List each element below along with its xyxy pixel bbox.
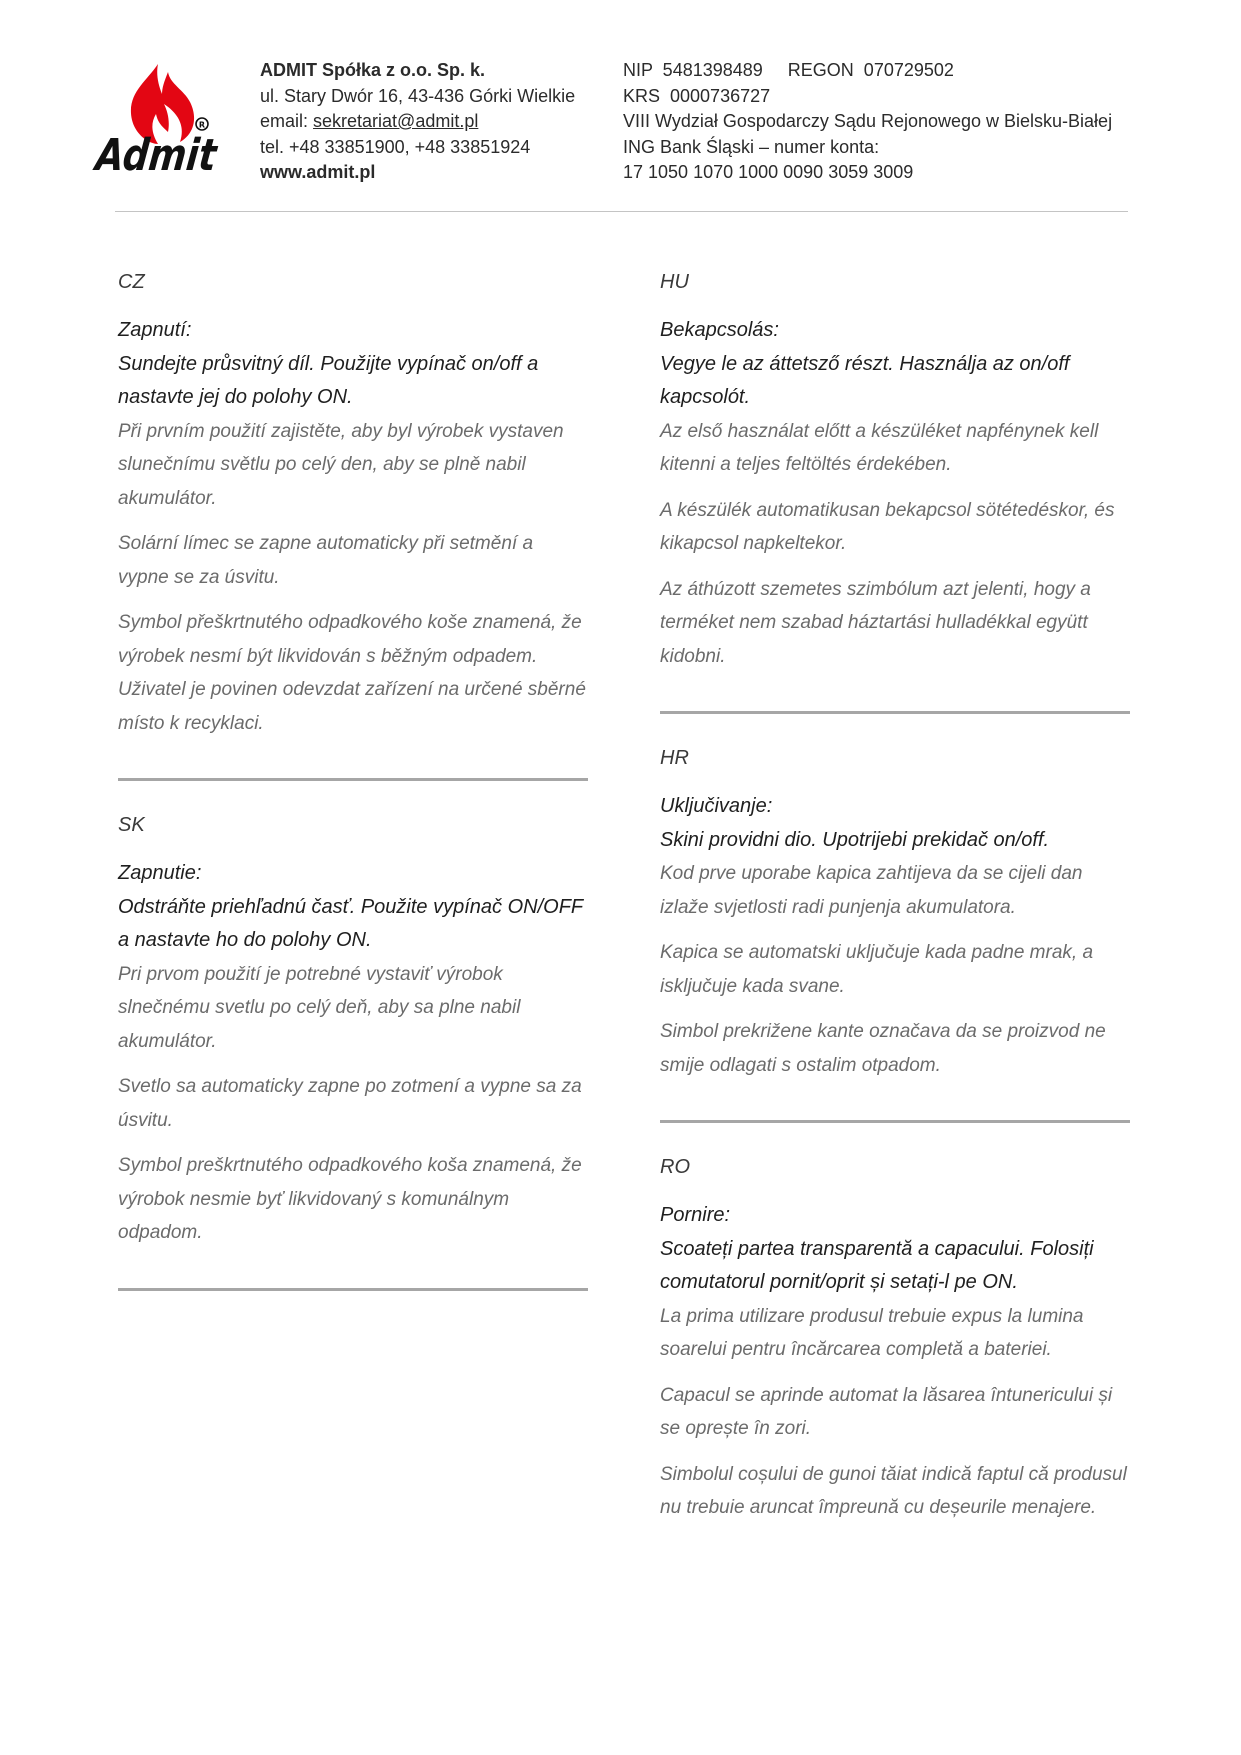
- section-paragraph: Simbol prekrižene kante označava da se proizvod ne smije odlagati s ostalim otpadom.: [660, 1021, 1106, 1076]
- section-paragraph: Az első használat előtt a készüléket napfénynek kell kitenni a teljes feltöltés érdekében.: [660, 420, 1099, 475]
- account-number: 17 1050 1070 1000 0090 3059 3009: [623, 162, 914, 182]
- section-cz: [118, 268, 588, 740]
- company-email-line: [260, 109, 575, 135]
- email-label: email:: [260, 111, 314, 131]
- section-divider: [118, 1288, 588, 1291]
- svg-text:R: R: [198, 120, 206, 130]
- admit-logo: [93, 62, 245, 182]
- nip-regon: NIP 5481398489 REGON 070729502: [623, 60, 954, 80]
- section-paragraph: Při prvním použití zajistěte, aby byl výrobek vystaven slunečnímu světlu po celý den, aby se plně nabil akumulátor.: [118, 420, 564, 509]
- section-divider: [660, 711, 1130, 714]
- section-heading: Zapnutí:: [118, 319, 192, 341]
- section-hu: [660, 268, 1130, 673]
- section-divider: [660, 1120, 1130, 1123]
- logo-wordmark: Admit: [93, 130, 245, 181]
- company-address: ul. Stary Dwór 16, 43-436 Górki Wielkie: [260, 85, 576, 106]
- section-paragraph: Symbol přeškrtnutého odpadkového koše znamená, že výrobek nesmí být likvidován s běžným odpadem. Uživatel je povinen odevzdat zařízení na určené sběrné místo k recyklaci.: [118, 612, 586, 734]
- section-instruction: Vegye le az áttetsző részt. Használja az on/off kapcsolót.: [660, 352, 1070, 408]
- section-paragraph: Simbolul coșului de gunoi tăiat indică faptul că produsul nu trebuie aruncat împreună cu deșeurile menajere.: [660, 1463, 1127, 1518]
- section-instruction: Skini providni dio. Upotrijebi prekidač on/off.: [660, 828, 1050, 851]
- section-hr: [660, 744, 1130, 1082]
- section-paragraph: Pri prvom použití je potrebné vystaviť výrobok slnečnému svetlu po celý deň, aby sa plne nabil akumulátor.: [118, 963, 521, 1052]
- section-paragraph: Symbol preškrtnutého odpadkového koša znamená, že výrobok nesmie byť likvidovaný s komunálnym odpadom.: [118, 1155, 582, 1243]
- company-phone: tel. +48 33851900, +48 33851924: [260, 136, 531, 157]
- section-lang-code: HR: [660, 747, 689, 769]
- section-paragraph: Kapica se automatski uključuje kada padne mrak, a isključuje kada svane.: [660, 942, 1094, 997]
- registry-info: [623, 58, 1112, 186]
- section-lang-code: RO: [660, 1156, 690, 1178]
- section-paragraph: Az áthúzott szemetes szimbólum azt jelenti, hogy a terméket nem szabad háztartási hulladékkal együtt kidobni.: [660, 578, 1091, 667]
- email-link[interactable]: sekretariat@admit.pl: [313, 111, 479, 131]
- section-instruction: Odstráňte priehľadnú časť. Použite vypínač ON/OFF a nastavte ho do polohy ON.: [118, 895, 583, 951]
- krs: KRS 0000736727: [623, 85, 771, 106]
- section-instruction: Scoateți partea transparentă a capacului. Folosiți comutatorul pornit/oprit și setați-l pe ON.: [660, 1237, 1094, 1293]
- section-paragraph: Svetlo sa automaticky zapne po zotmení a vypne sa za úsvitu.: [118, 1076, 582, 1131]
- section-heading: Zapnutie:: [118, 862, 202, 884]
- section-lang-code: CZ: [118, 271, 145, 293]
- court: VIII Wydział Gospodarczy Sądu Rejonowego w Bielsku-Białej: [623, 111, 1113, 131]
- section-paragraph: Capacul se aprinde automat la lăsarea întunericului și se oprește în zori.: [660, 1384, 1113, 1439]
- header-divider: [115, 211, 1128, 212]
- section-lang-code: SK: [118, 814, 145, 836]
- company-name: ADMIT Spółka z o.o. Sp. k.: [260, 60, 486, 80]
- company-info: [260, 58, 575, 186]
- company-website[interactable]: www.admit.pl: [260, 162, 376, 182]
- section-sk: [118, 811, 588, 1250]
- section-paragraph: Kod prve uporabe kapica zahtijeva da se cijeli dan izlaže svjetlosti radi punjenja akumulatora.: [660, 863, 1083, 918]
- section-heading: Pornire:: [660, 1204, 731, 1226]
- section-paragraph: La prima utilizare produsul trebuie expus la lumina soarelui pentru încărcarea completă a bateriei.: [660, 1305, 1084, 1360]
- section-instruction: Sundejte průsvitný díl. Použijte vypínač on/off a nastavte jej do polohy ON.: [118, 352, 539, 408]
- left-column: [118, 268, 588, 1321]
- section-heading: Bekapcsolás:: [660, 319, 779, 341]
- bank: ING Bank Śląski – numer konta:: [623, 136, 880, 157]
- section-paragraph: A készülék automatikusan bekapcsol sötétedéskor, és kikapcsol napkeltekor.: [660, 499, 1115, 554]
- section-lang-code: HU: [660, 271, 689, 293]
- right-column: [660, 268, 1130, 1537]
- section-heading: Uključivanje:: [660, 795, 773, 817]
- section-divider: [118, 778, 588, 781]
- section-paragraph: Solární límec se zapne automaticky při setmění a vypne se za úsvitu.: [118, 533, 534, 588]
- section-ro: [660, 1153, 1130, 1525]
